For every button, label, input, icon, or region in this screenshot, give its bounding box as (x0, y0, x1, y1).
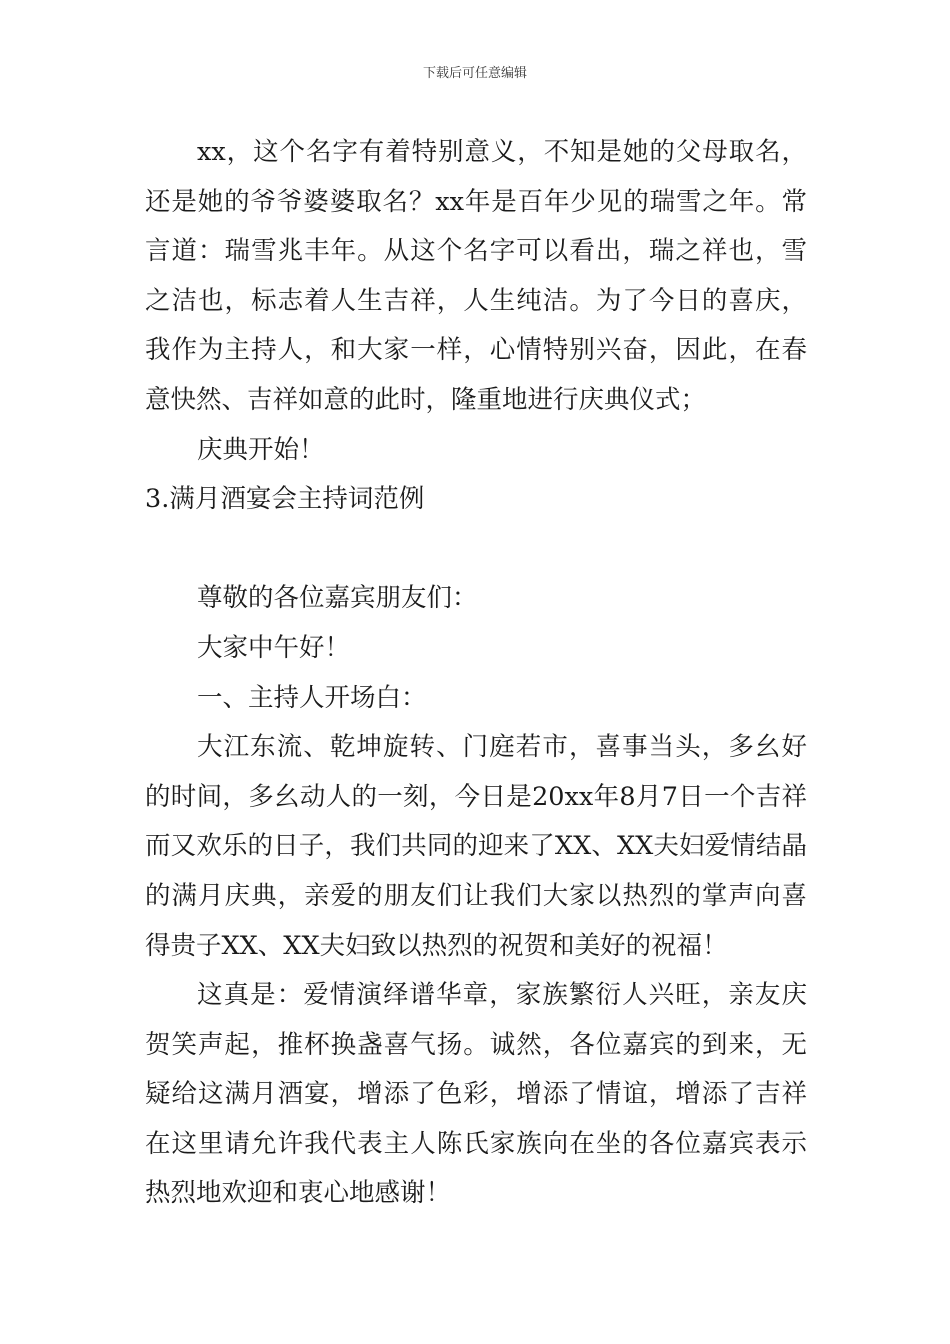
page-header-note: 下载后可任意编辑 (422, 66, 527, 81)
paragraph-name-meaning: xx，这个名字有着特别意义，不知是她的父母取名，还是她的爷爷婆婆取名？xx年是百年少见的瑞雪之年。常言道：瑞雪兆丰年。从这个名字可以看出，瑞之祥也，雪之洁也，标志着人生吉祥，人生纯洁。为了今日的喜庆，我作为主持人，和大家一样，心情特别兴奋，因此，在春意快然、吉祥如意的此时，隆重地进行庆典仪式； (145, 137, 807, 415)
paragraph-salutation: 尊敬的各位嘉宾朋友们： (197, 583, 478, 614)
document-body (145, 128, 807, 1219)
paragraph-greeting: 大家中午好！ (197, 632, 351, 663)
section-heading: 3.满月酒宴会主持词范例 (145, 484, 425, 515)
paragraph-opening-speech: 大江东流、乾坤旋转、门庭若市，喜事当头，多幺好的时间，多幺动人的一刻，今日是20xx年8月7日一个吉祥而又欢乐的日子，我们共同的迎来了XX、XX夫妇爱情结晶的满月庆典，亲爱的朋友们让我们大家以热烈的掌声向喜得贵子XX、XX夫妇致以热烈的祝贺和美好的祝福！ (145, 732, 807, 961)
paragraph-ceremony-start: 庆典开始！ (197, 434, 325, 465)
paragraph-blessing: 这真是：爱情演绎谱华章，家族繁衍人兴旺，亲友庆贺笑声起，推杯换盏喜气扬。诚然，各位嘉宾的到来，无疑给这满月酒宴，增添了色彩，增添了情谊，增添了吉祥在这里请允许我代表主人陈氏家族向在坐的各位嘉宾表示热烈地欢迎和衷心地感谢！ (145, 980, 807, 1209)
blank-line (145, 525, 807, 575)
paragraph-opening-title: 一、主持人开场白： (197, 682, 427, 713)
